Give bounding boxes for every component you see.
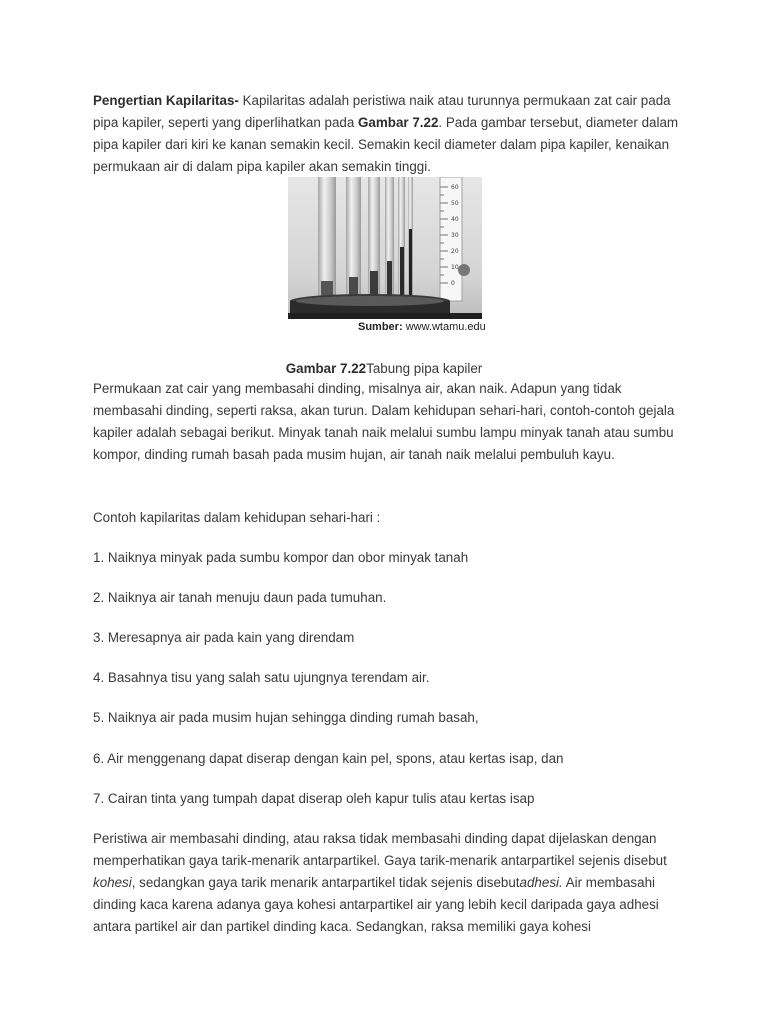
list-item: 6. Air menggenang dapat diserap dengan kain pel, spons, atau kertas isap, dan xyxy=(93,751,564,766)
scale-label: 30 xyxy=(451,232,459,239)
intro-text-2: . Pada gambar tersebut, diameter dalam pipa kapiler dari kiri ke kanan semakin kecil. Semakin kecil diameter dalam pipa kapiler, kenaikan permukaan air di dalam pipa kapiler akan semakin tinggi. xyxy=(93,115,679,174)
list-item: 5. Naiknya air pada musim hujan sehingga dinding rumah basah, xyxy=(93,710,479,725)
capillary-tubes-photo xyxy=(288,177,482,319)
source-url: www.wtamu.edu xyxy=(405,321,486,333)
caption-text: Tabung pipa kapiler xyxy=(366,361,483,376)
term-kohesi: kohesi xyxy=(93,875,132,890)
figure-caption xyxy=(0,358,768,380)
list-item: 1. Naiknya minyak pada sumbu kompor dan obor minyak tanah xyxy=(93,550,469,565)
intro-term: Pengertian Kapilaritas- xyxy=(93,93,239,108)
figure-source xyxy=(358,321,486,333)
paragraph-wetting: Permukaan zat cair yang membasahi dinding, misalnya air, akan naik. Adapun yang tidak membasahi dinding, seperti raksa, akan turun. Dalam kehidupan sehari-hari, contoh-contoh gejala kapiler adalah sebagai berikut. Minyak tanah naik melalui sumbu lampu minyak tanah atau sumbu kompor, dinding rumah basah pada musim hujan, air tanah naik melalui pembuluh kayu. xyxy=(93,381,675,462)
intro-text-1: Kapilaritas adalah peristiwa naik atau turunnya permukaan zat cair pada pipa kapiler, seperti yang diperlihatkan pada xyxy=(93,93,671,130)
p4-text-3: Air membasahi dinding kaca karena adanya gaya kohesi antarpartikel air yang lebih kecil daripada gaya adhesi antara partikel air dan partikel dinding kaca. Sedangkan, raksa memiliki gaya kohesi xyxy=(93,875,659,934)
paragraph-cohesion-adhesion xyxy=(93,828,683,938)
capillary-photo-graphic xyxy=(288,177,482,319)
list-item: 4. Basahnya tisu yang salah satu ujungnya terendam air. xyxy=(93,670,430,685)
examples-intro: Contoh kapilaritas dalam kehidupan sehari-hari : xyxy=(93,510,381,525)
list-item: 3. Meresapnya air pada kain yang direndam xyxy=(93,630,355,645)
scale-label: 60 xyxy=(451,184,459,191)
scale-label: 20 xyxy=(451,248,459,255)
caption-label: Gambar 7.22 xyxy=(285,361,367,376)
p4-text-2: , sedangkan gaya tarik menarik antarpartikel tidak sejenis disebut xyxy=(131,875,520,890)
source-label: Sumber: xyxy=(358,321,403,333)
list-item: 2. Naiknya air tanah menuju daun pada tumuhan. xyxy=(93,590,387,605)
p4-text-1: Peristiwa air membasahi dinding, atau raksa tidak membasahi dinding dapat dijelaskan dengan memperhatikan gaya tarik-menarik antarpartikel. Gaya tarik-menarik antarpartikel sejenis disebut xyxy=(93,831,667,868)
intro-paragraph xyxy=(93,90,683,178)
scale-label: 0 xyxy=(451,280,455,287)
list-item: 7. Cairan tinta yang tumpah dapat diserap oleh kapur tulis atau kertas isap xyxy=(93,791,535,806)
intro-figure-ref: Gambar 7.22 xyxy=(358,115,439,130)
scale-label: 40 xyxy=(451,216,459,223)
scale-label: 50 xyxy=(451,200,459,207)
scale-label: 10 xyxy=(451,264,459,271)
term-adhesi: adhesi. xyxy=(519,875,563,890)
